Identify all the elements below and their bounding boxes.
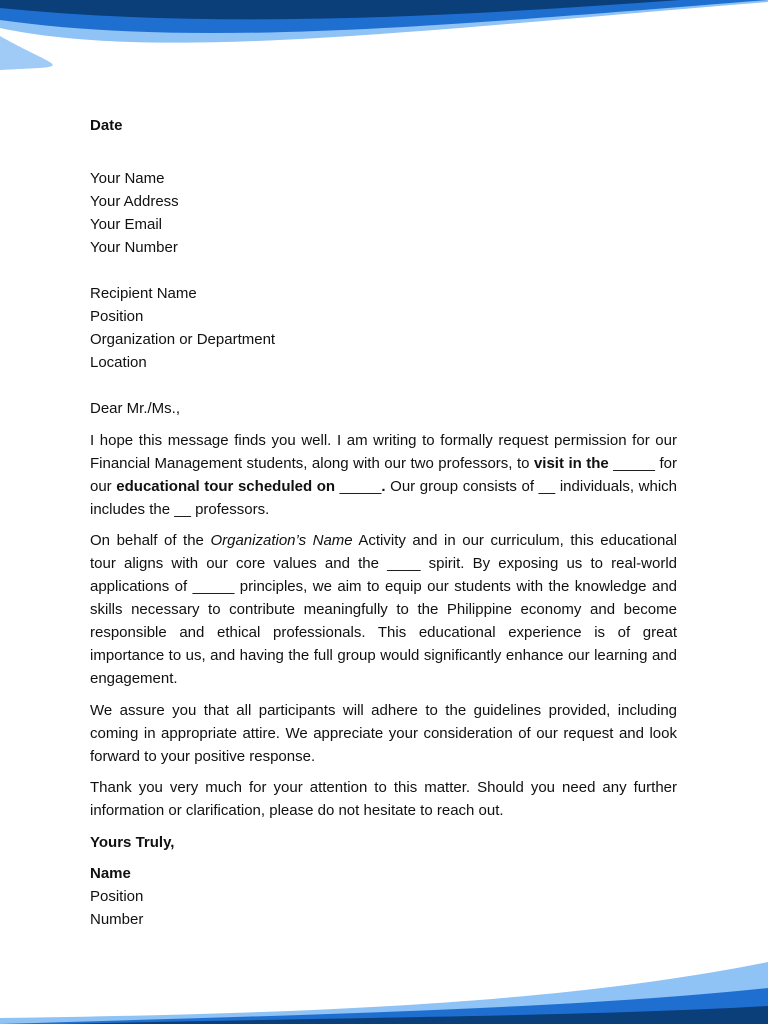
body-paragraph-1 xyxy=(90,429,677,521)
header-wave-accent xyxy=(0,36,53,70)
p1-text-2: _____ for our xyxy=(90,454,677,495)
sender-address: Your Address xyxy=(90,193,179,210)
header-wave-dark xyxy=(0,0,680,19)
p2-text-1: On behalf of the xyxy=(90,532,211,549)
header-wave-light xyxy=(0,0,768,43)
footer-wave-decoration xyxy=(0,954,768,1024)
recipient-location: Location xyxy=(90,354,147,371)
date-label: Date xyxy=(90,117,123,134)
sender-block xyxy=(90,167,677,259)
valediction: Yours Truly, xyxy=(90,833,175,851)
footer-wave-dark xyxy=(60,1006,768,1024)
p1-text-4: Our group consists of __ individuals, which includes the __ professors. xyxy=(90,477,677,518)
body-paragraph-4: Thank you very much for your attention to this matter. Should you need any further information or clarification, please do not hesitate to reach out. xyxy=(90,779,677,819)
recipient-position: Position xyxy=(90,308,144,325)
p1-bold-visit: visit in the xyxy=(533,454,609,472)
recipient-organization: Organization or Department xyxy=(90,331,276,348)
sender-name: Your Name xyxy=(90,170,165,187)
letter-body xyxy=(90,114,677,931)
salutation: Dear Mr./Ms., xyxy=(90,400,181,417)
p2-italic-org: Organization’s Name xyxy=(210,532,353,549)
p2-text-2: Activity and in our curriculum, this educational tour aligns with our core values and the ____ spirit. By exposing us to real-world applications of _____ principles, we aim to equip our students with the knowledge and skills necessary to contribute meaningfully to the Philippine economy and become responsible and ethical professionals. This educational experience is of great importance to us, and having the full group would significantly enhance our learning and engagement. xyxy=(90,532,677,687)
body-paragraph-2 xyxy=(90,529,677,690)
header-wave-mid xyxy=(0,0,768,33)
p1-text-3: _____ xyxy=(335,477,382,495)
p1-bold-tour: educational tour scheduled on xyxy=(116,477,336,495)
recipient-name: Recipient Name xyxy=(90,285,197,302)
body-paragraph-3: We assure you that all participants will adhere to the guidelines provided, including coming in appropriate attire. We appreciate your consideration of our request and look forward to your positive response. xyxy=(90,701,677,765)
signature-block xyxy=(90,862,677,931)
header-wave-decoration xyxy=(0,0,768,80)
footer-wave-light xyxy=(0,962,768,1024)
p1-bold-period: . xyxy=(381,477,386,495)
signature-name: Name xyxy=(90,865,131,882)
p1-text-1: I hope this message finds you well. I am writing to formally request permission for our Financial Management students, along with our two professors, to xyxy=(90,431,677,472)
sender-number: Your Number xyxy=(90,239,178,256)
sender-email: Your Email xyxy=(90,216,162,233)
footer-wave-mid xyxy=(0,988,768,1024)
signature-number: Number xyxy=(90,911,144,928)
recipient-block xyxy=(90,282,677,374)
signature-position: Position xyxy=(90,888,144,905)
